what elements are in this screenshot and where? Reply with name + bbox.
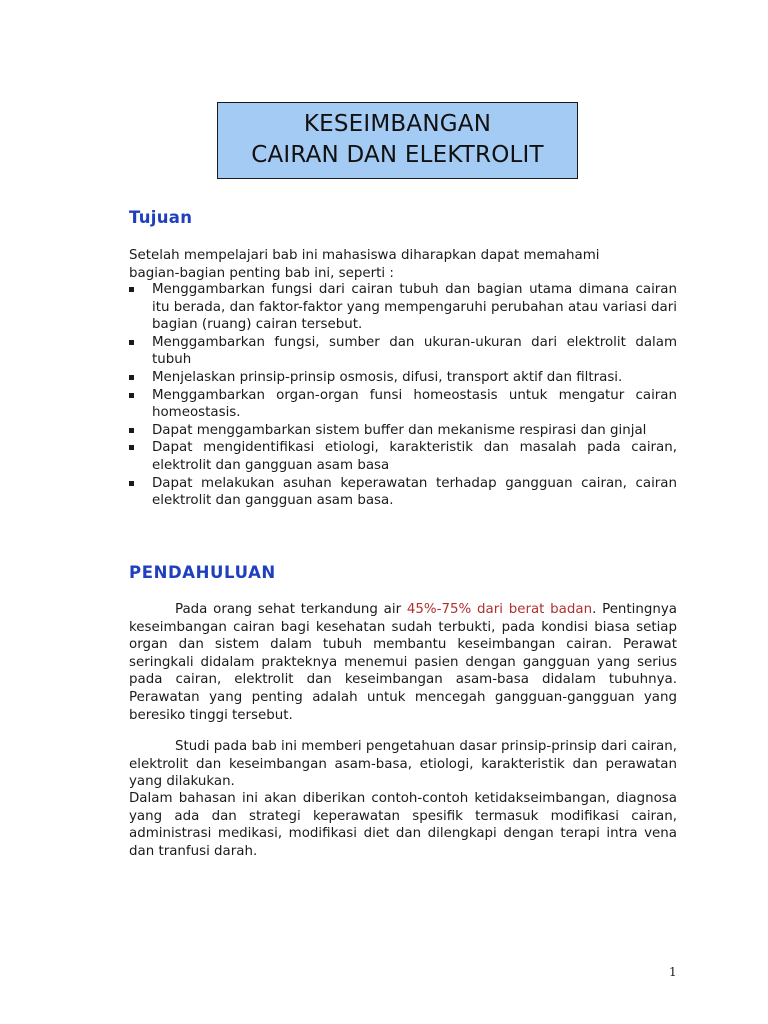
list-item-text: Dapat menggambarkan sistem buffer dan mekanisme respirasi dan ginjal xyxy=(152,422,647,438)
tujuan-intro xyxy=(129,247,677,282)
bullet-icon xyxy=(129,428,134,433)
highlight-water-percentage: 45%-75% dari berat badan xyxy=(406,602,593,617)
title-box xyxy=(217,102,578,179)
bullet-icon xyxy=(129,375,134,380)
list-item xyxy=(129,369,677,387)
list-item xyxy=(129,281,677,334)
title-line-2: CAIRAN DAN ELEKTROLIT xyxy=(251,142,544,168)
list-item xyxy=(129,475,677,510)
list-item xyxy=(129,439,677,474)
page-number: 1 xyxy=(669,965,677,979)
paragraph-2-text: Studi pada bab ini memberi pengetahuan dasar prinsip-prinsip dari cairan, elektrolit dan keseimbangan asam-basa, etiologi, karakteristik dan perawatan yang dilakukan. xyxy=(129,739,677,790)
bullet-icon xyxy=(129,481,134,486)
list-item xyxy=(129,422,677,440)
tujuan-intro-line-1: Setelah mempelajari bab ini mahasiswa diharapkan dapat memahami xyxy=(129,248,600,263)
tujuan-list xyxy=(129,281,677,510)
list-item-text: Menggambarkan fungsi dari cairan tubuh dan bagian utama dimana cairan itu berada, dan faktor-faktor yang mempengaruhi perubahan atau variasi dari bagian (ruang) cairan tersebut. xyxy=(152,282,677,333)
paragraph-1-start: Pada orang sehat terkandung air xyxy=(175,602,407,617)
list-item xyxy=(129,334,677,369)
list-item xyxy=(129,387,677,422)
section-heading-tujuan: Tujuan xyxy=(129,208,193,227)
bullet-icon xyxy=(129,445,134,450)
paragraph-2 xyxy=(129,738,677,791)
list-item-text: Dapat mengidentifikasi etiologi, karakteristik dan masalah pada cairan, elektrolit dan gangguan asam basa xyxy=(152,440,677,473)
title-line-1: KESEIMBANGAN xyxy=(303,111,492,137)
paragraph-3: Dalam bahasan ini akan diberikan contoh-contoh ketidakseimbangan, diagnosa yang ada dan strategi keperawatan spesifik termasuk modifikasi cairan, administrasi medikasi, modifikasi diet dan dilengkapi dengan terapi intra vena dan tranfusi darah. xyxy=(129,791,677,859)
bullet-icon xyxy=(129,393,134,398)
paragraph-1 xyxy=(129,601,677,724)
bullet-icon xyxy=(129,340,134,345)
list-item-text: Dapat melakukan asuhan keperawatan terhadap gangguan cairan, cairan elektrolit dan gangguan asam basa. xyxy=(152,475,677,509)
bullet-icon xyxy=(129,287,134,292)
list-item-text: Menggambarkan organ-organ funsi homeostasis untuk mengatur cairan homeostasis. xyxy=(152,387,677,421)
section-heading-pendahuluan: PENDAHULUAN xyxy=(129,563,276,582)
list-item-text: Menggambarkan fungsi, sumber dan ukuran-ukuran dari elektrolit dalam tubuh xyxy=(152,334,677,368)
tujuan-intro-line-2: bagian-bagian penting bab ini, seperti : xyxy=(129,265,394,281)
list-item-text: Menjelaskan prinsip-prinsip osmosis, difusi, transport aktif dan filtrasi. xyxy=(152,369,623,385)
paragraph-1-rest: . Pentingnya keseimbangan cairan bagi kesehatan sudah terbukti, pada kondisi biasa setiap organ dan sistem dalam tubuh membantu keseimbangan cairan. Perawat seringkali didalam prakteknya menemui pasien dengan gangguan yang serius pada cairan, elektrolit dan keseimbangan asam-basa didalam tubuhnya. Perawatan yang penting adalah untuk mencegah gangguan-gangguan yang beresiko tinggi tersebut. xyxy=(129,602,677,723)
